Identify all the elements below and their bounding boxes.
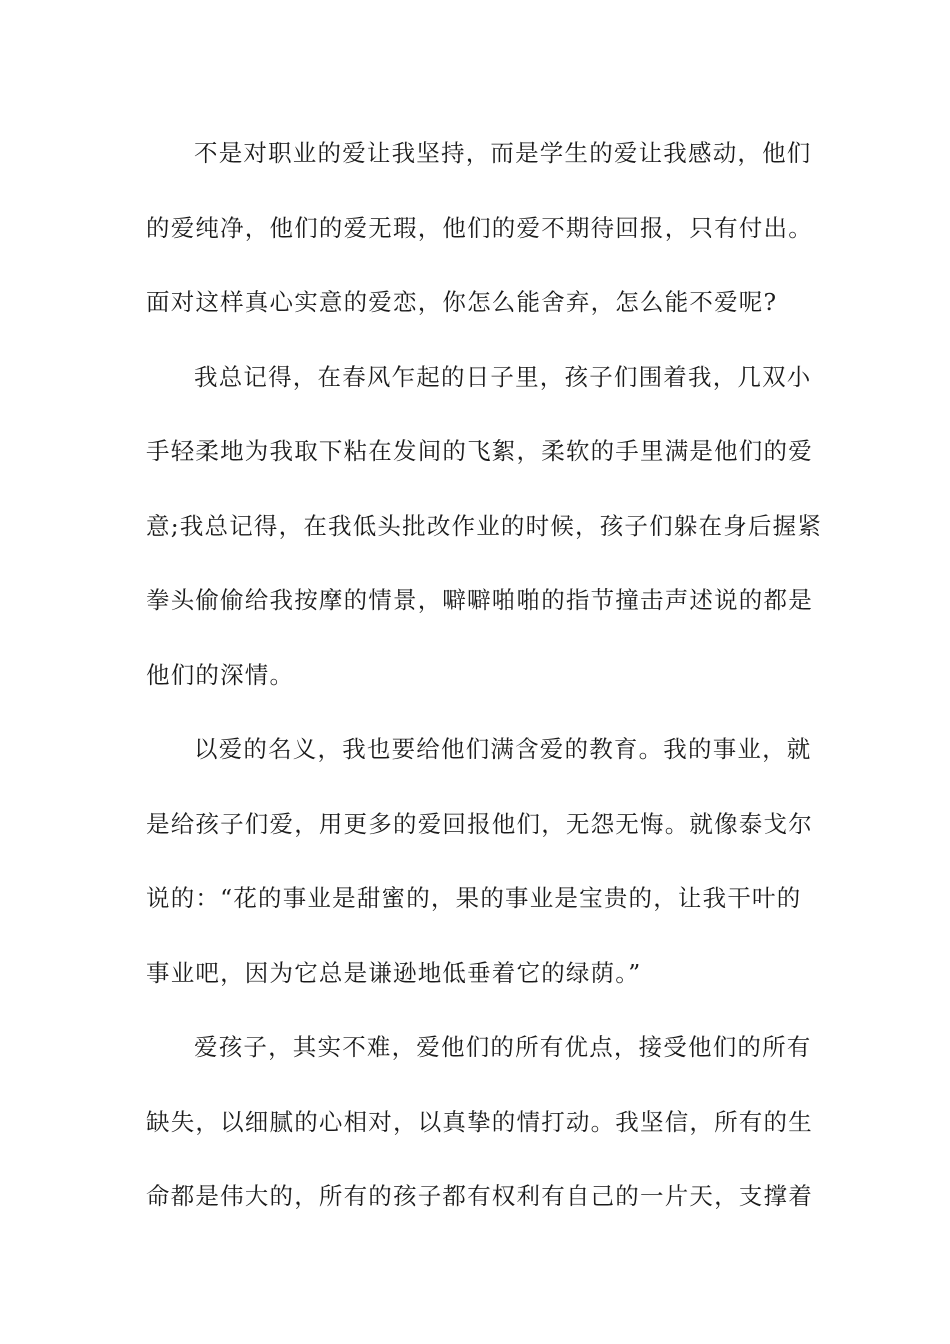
paragraph-4-line-2: 缺失，以细腻的心相对，以真挚的情打动。我坚信，所有的生 — [146, 1107, 813, 1136]
paragraph-2-line-5: 他们的深情。 — [146, 660, 295, 689]
paragraph-3-line-2: 是给孩子们爱，用更多的爱回报他们，无怨无悔。就像泰戈尔 — [146, 809, 813, 838]
paragraph-1-line-1: 不是对职业的爱让我坚持，而是学生的爱让我感动，他们 — [194, 139, 812, 167]
paragraph-2-line-2: 手轻柔地为我取下粘在发间的飞絮，柔软的手里满是他们的爱 — [146, 437, 813, 465]
paragraph-4-line-3: 命都是伟大的，所有的孩子都有权利有自己的一片天，支撑着 — [146, 1182, 813, 1210]
paragraph-2-line-4: 拳头偷偷给我按摩的情景，噼噼啪啪的指节撞击声述说的都是 — [146, 586, 813, 614]
paragraph-3-line-4: 事业吧，因为它总是谦逊地低垂着它的绿荫。” — [146, 958, 642, 987]
paragraph-3-line-3: 说的：“花的事业是甜蜜的，果的事业是宝贵的，让我干叶的 — [146, 884, 802, 912]
paragraph-3-line-1: 以爱的名义，我也要给他们满含爱的教育。我的事业，就 — [194, 735, 812, 763]
paragraph-2-line-1: 我总记得，在春风乍起的日子里，孩子们围着我，几双小 — [194, 362, 812, 391]
paragraph-4-line-1: 爱孩子，其实不难，爱他们的所有优点，接受他们的所有 — [194, 1033, 812, 1061]
body-text — [146, 130, 823, 1248]
paragraph-1-line-2: 的爱纯净，他们的爱无瑕，他们的爱不期待回报，只有付出。 — [146, 213, 813, 242]
paragraph-1-line-3: 面对这样真心实意的爱恋，你怎么能舍弃，怎么能不爱呢? — [146, 288, 778, 316]
paragraph-2-line-3: 意;我总记得，在我低头批改作业的时候，孩子们躲在身后握紧 — [146, 511, 823, 540]
